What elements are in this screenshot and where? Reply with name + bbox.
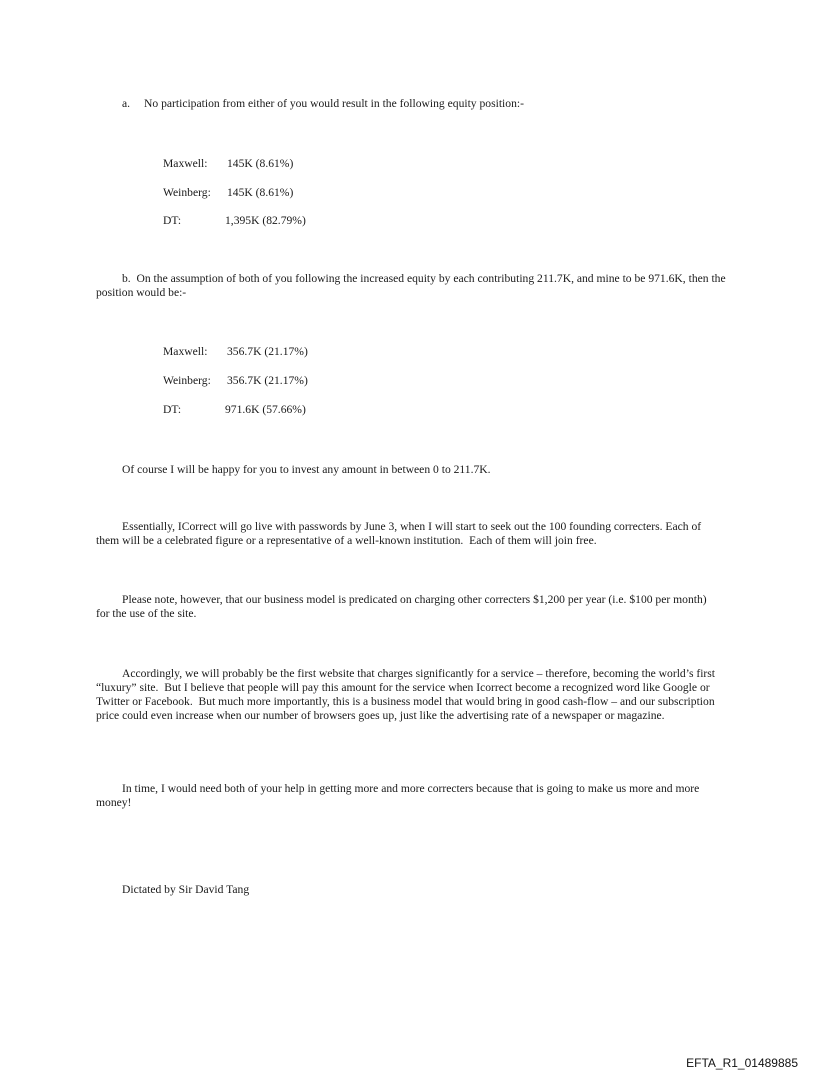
item-a-text: No participation from either of you would result in the following equity position:- bbox=[144, 97, 524, 110]
signature-line: Dictated by Sir David Tang bbox=[122, 883, 250, 896]
equity-row-dt-b bbox=[163, 403, 306, 417]
equity-row-weinberg-a bbox=[163, 186, 293, 200]
item-a-label: a. bbox=[122, 97, 131, 110]
equity-name: DT: bbox=[163, 214, 182, 227]
equity-name: Weinberg: bbox=[163, 186, 211, 199]
equity-name: Maxwell: bbox=[163, 345, 208, 358]
equity-row-dt-a bbox=[163, 214, 306, 228]
document-id: EFTA_R1_01489885 bbox=[686, 1056, 798, 1070]
equity-name: Weinberg: bbox=[163, 374, 211, 387]
equity-value: 1,395K (82.79%) bbox=[225, 214, 306, 227]
equity-value: 356.7K (21.17%) bbox=[227, 345, 308, 358]
paragraph-help-request: In time, I would need both of your help in getting more and more correcters because that is going to make us more and more money! bbox=[96, 782, 700, 809]
equity-value: 145K (8.61%) bbox=[227, 186, 294, 199]
paragraph-go-live: Essentially, ICorrect will go live with passwords by June 3, when I will start to seek out the 100 founding correcters. Each of them will be a celebrated figure or a representative of a well-known institution. Each of them will join free. bbox=[96, 520, 702, 547]
paragraph-invest-range: Of course I will be happy for you to invest any amount in between 0 to 211.7K. bbox=[122, 463, 491, 476]
equity-row-maxwell-a bbox=[163, 157, 293, 171]
equity-name: Maxwell: bbox=[163, 157, 208, 170]
equity-row-weinberg-b bbox=[163, 374, 308, 388]
paragraph-business-model: Please note, however, that our business model is predicated on charging other correcters $1,200 per year (i.e. $100 per month) for the use of the site. bbox=[96, 593, 707, 620]
equity-value: 145K (8.61%) bbox=[227, 157, 294, 170]
equity-row-maxwell-b bbox=[163, 345, 308, 359]
item-b: b. On the assumption of both of you following the increased equity by each contributing 211.7K, and mine to be 971.6K, then the position would be:- bbox=[96, 272, 726, 299]
paragraph-luxury-site: Accordingly, we will probably be the first website that charges significantly for a service – therefore, becoming the world’s first “luxury” site. But I believe that people will pay this amount for the service when Icorrect become a recognized word like Google or Twitter or Facebook. But much more importantly, this is a business model that would bring in good cash-flow – and our subscription price could even increase when our number of browsers goes up, just like the advertising rate of a newspaper or magazine. bbox=[96, 667, 716, 722]
item-a bbox=[122, 97, 524, 111]
equity-value: 356.7K (21.17%) bbox=[227, 374, 308, 387]
equity-name: DT: bbox=[163, 403, 182, 416]
equity-value: 971.6K (57.66%) bbox=[225, 403, 306, 416]
